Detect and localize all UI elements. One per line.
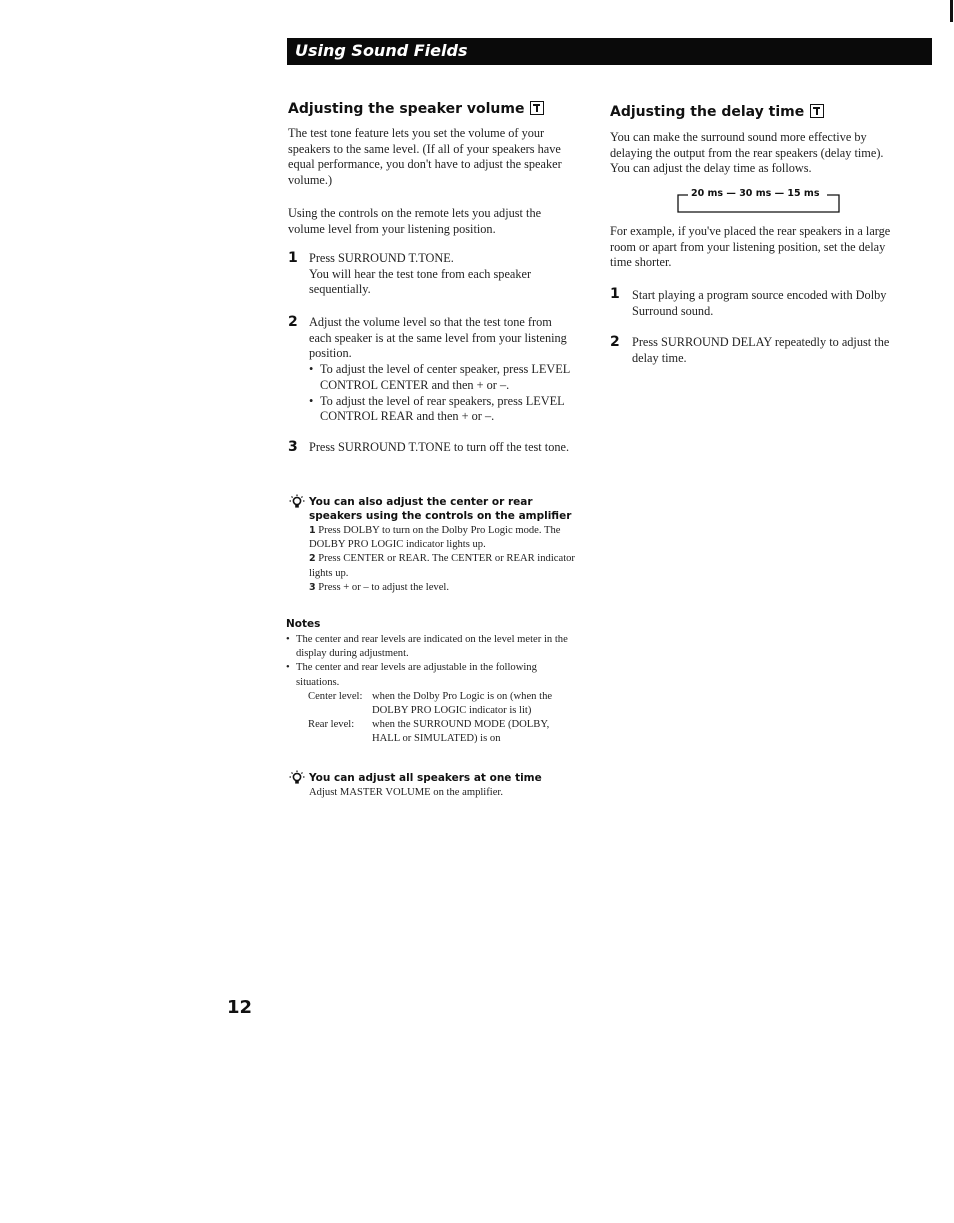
step-number: 1: [288, 250, 298, 266]
step-number: 2: [610, 334, 620, 350]
tip-step-text: Press DOLBY to turn on the Dolby Pro Logic mode. The DOLBY PRO LOGIC indicator lights up.: [309, 525, 561, 551]
delay-sequence-label: 20 ms — 30 ms — 15 ms: [691, 188, 820, 199]
tip-step-text: Press + or – to adjust the level.: [318, 581, 450, 593]
delay-example: For example, if you've placed the rear speakers in a large room or apart from your listening position, set the delay time shorter.: [610, 224, 891, 270]
remote-t-icon: [810, 104, 824, 118]
level-row: [308, 718, 578, 746]
level-label: Center level:: [308, 690, 363, 702]
note-item: • The center and rear levels are indicated on the level meter in the display during adjustment.: [286, 633, 578, 661]
edge-rule: [950, 0, 953, 22]
tip-step: [309, 524, 581, 552]
delay-time-heading-text: Adjusting the delay time: [610, 104, 805, 120]
step-2-bullet: • To adjust the level of center speaker, press LEVEL CONTROL CENTER and then + or –.: [309, 362, 577, 393]
delay-time-intro: You can make the surround sound more effective by delaying the output from the rear speakers (delay time). You can adjust the delay time as follows.: [610, 130, 884, 176]
tip-steps: [309, 524, 581, 595]
step-1: [309, 251, 577, 298]
notes-list: [286, 633, 578, 747]
speaker-volume-remote-text: Using the controls on the remote lets you adjust the volume level from your listening position.: [288, 206, 542, 236]
notes-title: Notes: [286, 618, 321, 630]
step-number: 3: [288, 439, 298, 455]
level-row: [308, 690, 578, 718]
step-1-text: Press SURROUND T.TONE.: [309, 251, 454, 265]
step-1-detail: You will hear the test tone from each speaker sequentially.: [309, 266, 532, 297]
step-2-text: Adjust the volume level so that the test tone from each speaker is at the same level from your listening position.: [309, 315, 567, 361]
step-2: [309, 315, 577, 425]
delay-step-2-text: Press SURROUND DELAY repeatedly to adjust the delay time.: [632, 335, 890, 365]
lightbulb-tip-icon: [289, 494, 305, 510]
step-number: 1: [610, 286, 620, 302]
level-table: [286, 690, 578, 747]
delay-time-heading: [610, 103, 824, 121]
tip-step: [309, 552, 581, 580]
section-title: Using Sound Fields: [295, 41, 468, 60]
level-text: when the Dolby Pro Logic is on (when the DOLBY PRO LOGIC indicator is lit): [372, 690, 553, 717]
tip-step: [309, 581, 581, 595]
level-label: Rear level:: [308, 719, 355, 731]
section-banner: [287, 38, 932, 65]
tip-step-number: 1: [309, 525, 316, 536]
delay-cycle-diagram: [677, 186, 842, 216]
page-number: 12: [227, 997, 253, 1018]
tip-step-number: 2: [309, 553, 316, 565]
tip-heading: You can adjust all speakers at one time: [309, 772, 542, 784]
tip-step-text: Press CENTER or REAR. The CENTER or REAR indicator lights up.: [309, 553, 575, 579]
level-text: when the SURROUND MODE (DOLBY, HALL or SIMULATED) is on: [372, 719, 550, 745]
speaker-volume-intro: The test tone feature lets you set the volume of your speakers to the same level. (If all of your speakers have equal performance, you don't have to adjust the speaker volume.): [288, 126, 562, 188]
step-3-text: Press SURROUND T.TONE to turn off the test tone.: [309, 440, 570, 454]
step-2-bullet: • To adjust the level of rear speakers, press LEVEL CONTROL REAR and then + or –.: [309, 394, 577, 425]
note-item: • The center and rear levels are adjustable in the following situations.: [286, 661, 578, 689]
remote-t-icon: [530, 101, 544, 115]
step-number: 2: [288, 314, 298, 330]
speaker-volume-heading: [288, 100, 544, 118]
tip-heading: You can also adjust the center or rear speakers using the controls on the amplifier: [309, 496, 572, 522]
delay-step-1-text: Start playing a program source encoded with Dolby Surround sound.: [632, 288, 887, 318]
lightbulb-tip-icon: [289, 770, 305, 786]
speaker-volume-heading-text: Adjusting the speaker volume: [288, 101, 525, 117]
tip-text: Adjust MASTER VOLUME on the amplifier.: [309, 787, 504, 798]
tip-step-number: 3: [309, 581, 316, 593]
